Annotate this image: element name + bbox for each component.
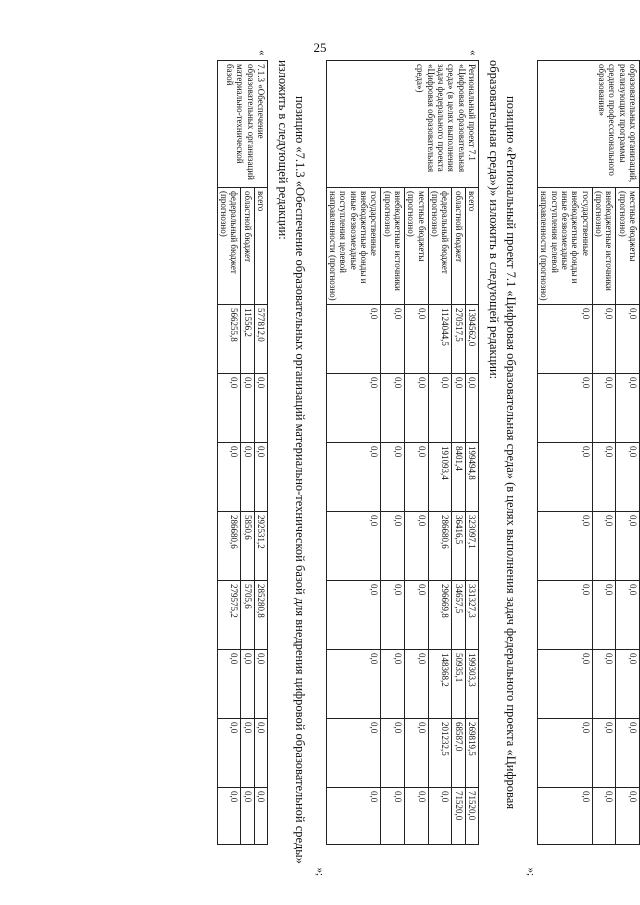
- value-cell: 68587,0: [452, 719, 465, 788]
- opening-quote: «: [467, 50, 480, 56]
- page-number: 25: [313, 40, 327, 55]
- value-cell: 0,0: [537, 305, 592, 374]
- value-cell: 0,0: [616, 305, 640, 374]
- value-cell: 71520,0: [452, 788, 465, 845]
- table-row: [254, 61, 267, 845]
- value-cell: 0,0: [616, 581, 640, 650]
- value-cell: 331327,3: [465, 581, 478, 650]
- value-cell: 0,0: [616, 719, 640, 788]
- value-cell: 0,0: [326, 719, 381, 788]
- value-cell: 269819,5: [465, 719, 478, 788]
- value-cell: 0,0: [428, 788, 452, 845]
- value-cell: 0,0: [326, 512, 381, 581]
- value-cell: 0,0: [592, 788, 616, 845]
- amendment-paragraph: позицию «Региональный проект 7.1 «Цифровая образовательная среда» (в целях выполнения задач федерального проекта «Цифровая образовательная среда»)» изложить в следующей редакции:: [487, 60, 518, 810]
- value-cell: 0,0: [405, 305, 429, 374]
- value-cell: 0,0: [381, 512, 405, 581]
- table2-section: [313, 50, 480, 880]
- value-cell: 0,0: [254, 719, 267, 788]
- value-cell: 0,0: [217, 374, 241, 443]
- value-cell: 285280,8: [254, 581, 267, 650]
- value-cell: 0,0: [381, 788, 405, 845]
- value-cell: 286680,6: [428, 512, 452, 581]
- value-cell: 11556,2: [241, 305, 254, 374]
- table-row: [465, 61, 478, 845]
- value-cell: 36416,5: [452, 512, 465, 581]
- value-cell: 71520,0: [465, 788, 478, 845]
- value-cell: 279575,2: [217, 581, 241, 650]
- value-cell: 0,0: [381, 443, 405, 512]
- source-cell: областной бюджет: [241, 188, 254, 305]
- value-cell: 0,0: [537, 443, 592, 512]
- value-cell: 0,0: [326, 443, 381, 512]
- value-cell: 0,0: [381, 581, 405, 650]
- value-cell: 0,0: [217, 719, 241, 788]
- source-cell: местные бюджеты (прогнозно): [405, 188, 429, 305]
- value-cell: 323097,1: [465, 512, 478, 581]
- value-cell: 0,0: [616, 512, 640, 581]
- value-cell: 0,0: [405, 443, 429, 512]
- value-cell: 0,0: [616, 374, 640, 443]
- value-cell: 0,0: [405, 650, 429, 719]
- value-cell: 0,0: [381, 719, 405, 788]
- value-cell: 0,0: [241, 443, 254, 512]
- amendment-paragraph: позицию «7.1.3 «Обеспечение образовательных организаций материально-технической базой для внедрения цифровой образовательной среды» изложить в следующей редакции:: [275, 60, 307, 864]
- rotated-page-content: [140, 50, 640, 880]
- value-cell: 0,0: [381, 374, 405, 443]
- table3-section: [217, 50, 268, 880]
- value-cell: 1394562,0: [465, 305, 478, 374]
- value-cell: 0,0: [616, 788, 640, 845]
- value-cell: 0,0: [592, 581, 616, 650]
- source-cell: внебюджетные источники (прогнозно): [592, 188, 616, 305]
- value-cell: 0,0: [254, 374, 267, 443]
- value-cell: 199494,8: [465, 443, 478, 512]
- value-cell: 0,0: [405, 512, 429, 581]
- value-cell: 0,0: [537, 788, 592, 845]
- value-cell: 0,0: [254, 788, 267, 845]
- value-cell: 0,0: [326, 374, 381, 443]
- source-cell: государственные внебюджетные фонды и иные безвозмездные поступления целевой направленности (прогнозно): [326, 188, 381, 305]
- value-cell: 0,0: [592, 719, 616, 788]
- value-cell: 0,0: [381, 650, 405, 719]
- value-cell: 0,0: [537, 650, 592, 719]
- value-cell: 201232,5: [428, 719, 452, 788]
- source-cell: федеральный бюджет (прогнозно): [217, 188, 241, 305]
- value-cell: 199303,3: [465, 650, 478, 719]
- value-cell: 566255,8: [217, 305, 241, 374]
- value-cell: 0,0: [537, 581, 592, 650]
- source-cell: всего: [254, 188, 267, 305]
- source-cell: внебюджетные источники (прогнозно): [381, 188, 405, 305]
- value-cell: 0,0: [452, 374, 465, 443]
- table1-section: [525, 60, 640, 880]
- value-cell: 0,0: [241, 788, 254, 845]
- value-cell: 0,0: [405, 719, 429, 788]
- value-cell: 0,0: [326, 581, 381, 650]
- source-cell: всего: [465, 188, 478, 305]
- value-cell: 0,0: [241, 650, 254, 719]
- value-cell: 0,0: [217, 443, 241, 512]
- value-cell: 0,0: [592, 443, 616, 512]
- value-cell: 0,0: [254, 650, 267, 719]
- opening-quote: «: [255, 50, 268, 56]
- project-name-cell: Региональный проект 7.1 «Цифровая образовательная среда» (в целях выполнения задач федерального проекта «Цифровая образовательная среда»): [326, 61, 478, 188]
- value-cell: 0,0: [217, 788, 241, 845]
- value-cell: 0,0: [326, 788, 381, 845]
- source-cell: государственные внебюджетные фонды и иные безвозмездные поступления целевой направленности (прогнозно): [537, 188, 592, 305]
- value-cell: 0,0: [428, 374, 452, 443]
- value-cell: 148368,2: [428, 650, 452, 719]
- value-cell: 0,0: [616, 443, 640, 512]
- value-cell: 0,0: [381, 305, 405, 374]
- value-cell: 0,0: [537, 512, 592, 581]
- value-cell: 0,0: [592, 305, 616, 374]
- value-cell: 50935,1: [452, 650, 465, 719]
- value-cell: 0,0: [592, 374, 616, 443]
- value-cell: 0,0: [592, 650, 616, 719]
- value-cell: 577812,0: [254, 305, 267, 374]
- value-cell: 34657,5: [452, 581, 465, 650]
- value-cell: 0,0: [592, 512, 616, 581]
- source-cell: федеральный бюджет (прогнозно): [428, 188, 452, 305]
- value-cell: 0,0: [217, 650, 241, 719]
- value-cell: 292531,2: [254, 512, 267, 581]
- value-cell: 0,0: [405, 374, 429, 443]
- value-cell: 270517,5: [452, 305, 465, 374]
- value-cell: 286680,6: [217, 512, 241, 581]
- budget-table-regional-project: [326, 60, 479, 845]
- budget-table-mtb: [217, 60, 268, 845]
- value-cell: 0,0: [405, 788, 429, 845]
- value-cell: 0,0: [241, 374, 254, 443]
- source-cell: областной бюджет: [452, 188, 465, 305]
- value-cell: 5850,6: [241, 512, 254, 581]
- value-cell: 0,0: [405, 581, 429, 650]
- closing-quote: »;: [313, 867, 326, 876]
- value-cell: 0,0: [326, 305, 381, 374]
- project-name-cell: 7.1.3 «Обеспечение образовательных организаций материально-технической базой: [217, 61, 267, 188]
- value-cell: 1124044,5: [428, 305, 452, 374]
- project-name-cell: образовательных организаций, реализующих программы среднего профессионального образования»: [537, 61, 639, 188]
- value-cell: 0,0: [537, 374, 592, 443]
- source-cell: местные бюджеты (прогнозно): [616, 188, 640, 305]
- value-cell: 5705,6: [241, 581, 254, 650]
- value-cell: 0,0: [254, 443, 267, 512]
- value-cell: 296669,8: [428, 581, 452, 650]
- value-cell: 0,0: [465, 374, 478, 443]
- table-row: [616, 61, 640, 845]
- value-cell: 0,0: [537, 719, 592, 788]
- budget-table-continuation: [537, 60, 640, 845]
- value-cell: 0,0: [241, 719, 254, 788]
- closing-quote: »;: [524, 867, 537, 876]
- value-cell: 0,0: [326, 650, 381, 719]
- value-cell: 0,0: [616, 650, 640, 719]
- value-cell: 8401,4: [452, 443, 465, 512]
- value-cell: 191093,4: [428, 443, 452, 512]
